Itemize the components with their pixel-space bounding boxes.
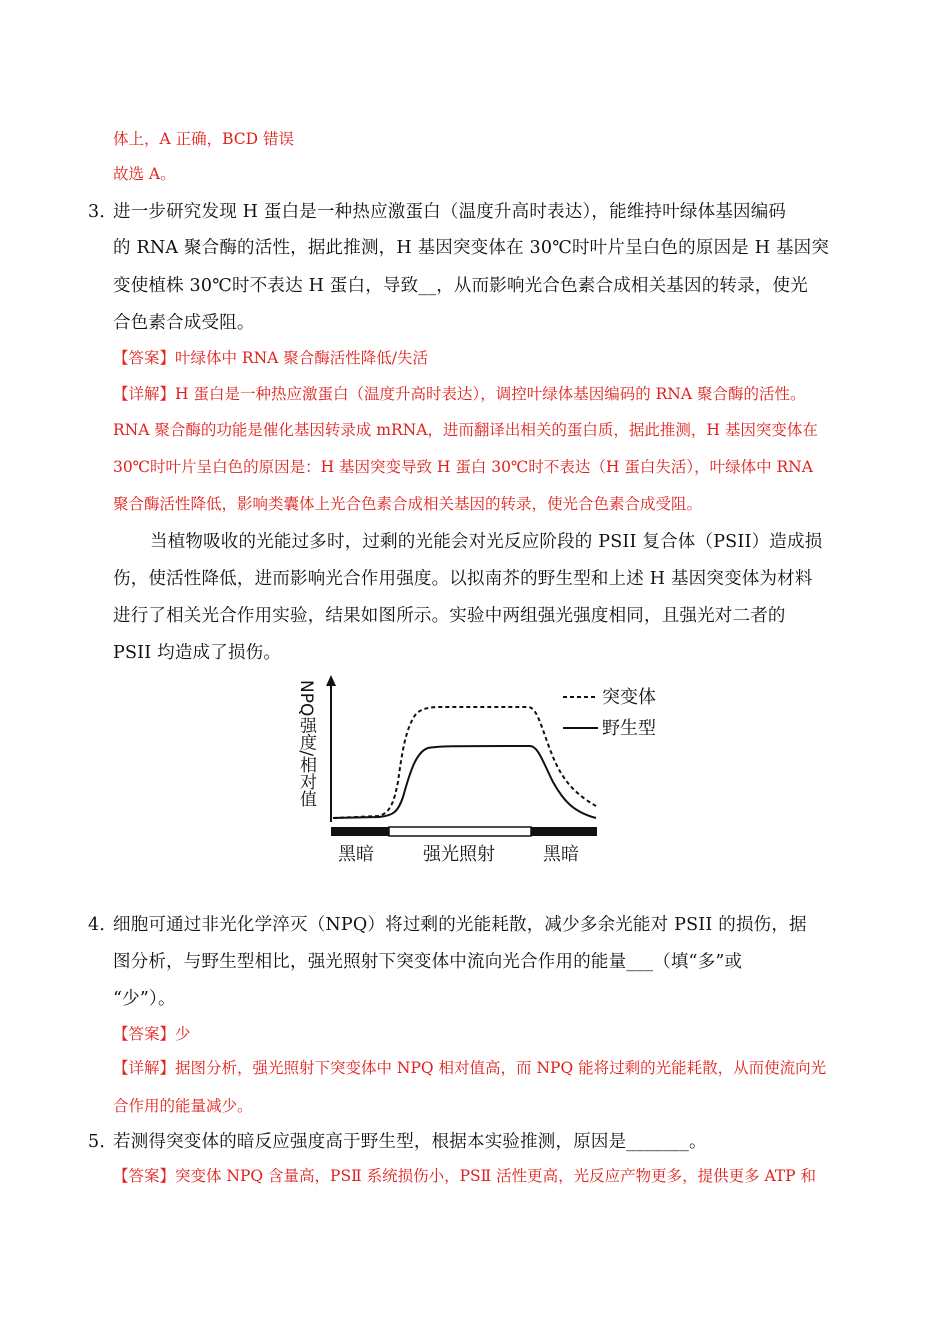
question-3-line-4: 合色素合成受阻。 xyxy=(113,313,255,333)
light-phase-bar xyxy=(389,827,531,836)
mutant-curve xyxy=(333,707,596,818)
npq-figure xyxy=(298,672,678,872)
question-5-line-1: 若测得突变体的暗反应强度高于野生型，根据本实验推测，原因是_______。 xyxy=(113,1132,707,1152)
question-4-explanation-2: 合作用的能量减少。 xyxy=(113,1097,253,1115)
question-3-explanation-2: RNA 聚合酶的功能是催化基因转录成 mRNA，进而翻译出相关的蛋白质，据此推测，H 基因突变体在 xyxy=(113,421,818,439)
question-4-answer: 【答案】少 xyxy=(113,1025,191,1043)
paragraph-line-3: 进行了相关光合作用实验，结果如图所示。实验中两组强光强度相同，且强光对二者的 xyxy=(113,606,786,626)
question-3-explanation-1: 【详解】H 蛋白是一种热应激蛋白（温度升高时表达），调控叶绿体基因编码的 RNA 聚合酶的活性。 xyxy=(113,385,806,403)
dark-phase-bar-1 xyxy=(331,827,389,836)
paragraph-line-1: 当植物吸收的光能过多时，过剩的光能会对光反应阶段的 PSII 复合体（PSII）造成损 xyxy=(150,532,823,552)
answer-choice-line: 故选 A。 xyxy=(113,165,176,183)
question-4-line-1: 细胞可通过非光化学淬灭（NPQ）将过剩的光能耗散，减少多余光能对 PSII 的损伤，据 xyxy=(113,915,807,935)
phase-label-light: 强光照射 xyxy=(423,844,495,865)
legend-wild-label: 野生型 xyxy=(602,718,656,739)
question-4-line-2: 图分析，与野生型相比，强光照射下突变体中流向光合作用的能量___（填“多”或 xyxy=(113,952,743,972)
answer-continuation-line: 体上，A 正确，BCD 错误 xyxy=(113,130,295,148)
question-3-explanation-3: 30℃时叶片呈白色的原因是：H 基因突变导致 H 蛋白 30℃时不表达（H 蛋白失活），叶绿体中 RNA xyxy=(113,458,813,476)
phase-label-dark-2: 黑暗 xyxy=(543,844,579,865)
wild-type-curve xyxy=(333,746,596,818)
question-3-line-2: 的 RNA 聚合酶的活性，据此推测，H 基因突变体在 30℃时叶片呈白色的原因是 H 基因突 xyxy=(113,238,830,258)
paragraph-line-4: PSII 均造成了损伤。 xyxy=(113,643,282,663)
phase-label-dark-1: 黑暗 xyxy=(338,844,374,865)
paragraph-line-2: 伤，使活性降低，进而影响光合作用强度。以拟南芥的野生型和上述 H 基因突变体为材料 xyxy=(113,569,813,589)
question-3-explanation-4: 聚合酶活性降低，影响类囊体上光合色素合成相关基因的转录，使光合色素合成受阻。 xyxy=(113,495,703,513)
question-3-line-1: 进一步研究发现 H 蛋白是一种热应激蛋白（温度升高时表达），能维持叶绿体基因编码 xyxy=(113,202,787,222)
question-3-answer: 【答案】叶绿体中 RNA 聚合酶活性降低/失活 xyxy=(113,349,429,367)
dark-phase-bar-2 xyxy=(531,827,597,836)
question-4-number: 4． xyxy=(88,915,118,935)
y-axis-arrow-icon xyxy=(326,675,336,686)
question-5-number: 5． xyxy=(88,1132,118,1152)
question-5-answer: 【答案】突变体 NPQ 含量高，PSⅡ 系统损伤小，PSⅡ 活性更高，光反应产物更多，提供更多 ATP 和 xyxy=(113,1167,817,1185)
legend-mutant-label: 突变体 xyxy=(602,687,656,708)
question-3-line-3: 变使植株 30℃时不表达 H 蛋白，导致__，从而影响光合色素合成相关基因的转录，使光 xyxy=(113,276,808,296)
question-4-explanation-1: 【详解】据图分析，强光照射下突变体中 NPQ 相对值高，而 NPQ 能将过剩的光能耗散，从而使流向光 xyxy=(113,1059,827,1077)
y-axis-label: NPQ强度/相对值 xyxy=(298,680,316,808)
question-4-line-3: “少”）。 xyxy=(113,989,176,1009)
npq-chart-svg xyxy=(298,672,678,872)
question-3-number: 3． xyxy=(88,202,118,222)
